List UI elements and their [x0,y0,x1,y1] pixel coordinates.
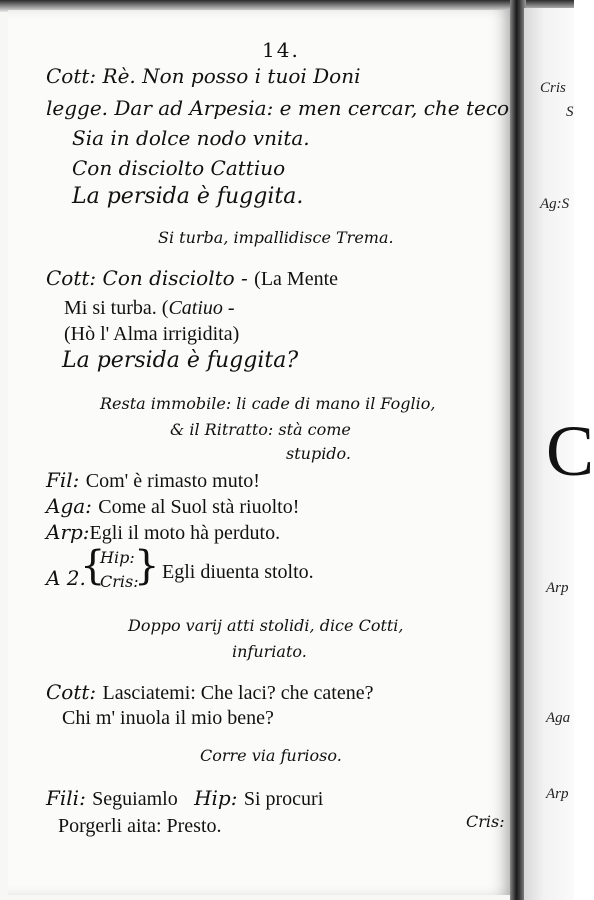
stage-direction-3a: Doppo varij atti stolidi, dice Cotti, [128,616,404,635]
right-page-initial: C [546,411,594,491]
speaker-fili: Fili: [46,786,86,810]
final-line-2: Porgerli aita: Presto. [58,815,222,837]
speaker-aga: Aga: [46,494,92,518]
page-number: 14. [262,38,300,62]
arp-text: Egli il moto hà perduto. [89,522,281,544]
final-line-1 [46,788,323,809]
right-margin-3: Arp [546,580,569,596]
cott-line-3: (Hò l' Alma irrigidita) [64,323,240,345]
hip-text: Si procuri [243,788,324,810]
stage-direction-3b: infuriato. [232,642,307,661]
cott-roman-text: (La Mente [254,268,339,290]
a2-cris: Cris: [100,572,139,591]
a2-text: Egli diuenta stolto. [162,561,314,583]
a2-hip: Hip: [100,548,135,567]
cott-line-2-roman: Mi si turba. ( [64,297,169,319]
stage-direction-1: Si turba, impallidisce Trema. [158,228,394,247]
cott-line-1 [46,268,338,289]
cott-line-4: La persida è fuggita? [62,348,299,373]
left-brace: { [80,543,106,589]
cott-italic-text: Con disciolto - [102,266,248,290]
cott2-line-1 [46,682,373,703]
speaker-label: Cott: [46,266,97,290]
speaker-fil: Fil: [46,468,80,492]
stage-direction-2a: Resta immobile: li cade di mano il Foglio, [100,394,436,413]
speaker-arp: Arp: [46,520,90,544]
fili-text: Seguiamlo [92,788,178,810]
cott-line-2-italic: Catiuo - [168,297,235,319]
right-margin-4: Aga [546,710,571,726]
aga-text: Come al Suol stà riuolto! [98,496,300,518]
stage-direction-2b: & il Ritratto: stà come [170,420,351,439]
right-margin-5: Arp [546,786,569,802]
right-margin-1: Cris [540,80,566,96]
text-line-3: Sia in dolce nodo vnita. [72,126,310,150]
a2-label: A 2. [46,566,86,590]
text-line-5: La persida è fuggita. [72,184,304,209]
right-brace: } [134,543,160,589]
stage-direction-2c: stupido. [286,444,351,463]
right-margin-2: Ag:S [540,196,570,212]
fil-line [46,470,260,491]
text-line-2: legge. Dar ad Arpesia: e men cercar, che teco [46,96,510,120]
aga-line [46,496,299,517]
right-margin-1b: S [566,104,574,120]
text-line-1: Cott: Rè. Non posso i tuoi Doni [46,64,361,88]
speaker-cott2: Cott: [46,680,97,704]
cott2-text: Lasciatemi: Che laci? che catene? [102,682,374,704]
arp-line [46,522,280,543]
cott-line-2 [64,298,235,318]
stage-direction-4: Corre via furioso. [200,746,342,765]
text-line-4: Con disciolto Cattiuo [72,156,286,180]
speaker-hip: Hip: [194,786,238,810]
fil-text: Com' è rimasto muto! [85,470,260,492]
catchword: Cris: [466,812,505,831]
cott2-line-2: Chi m' inuola il mio bene? [62,707,274,729]
